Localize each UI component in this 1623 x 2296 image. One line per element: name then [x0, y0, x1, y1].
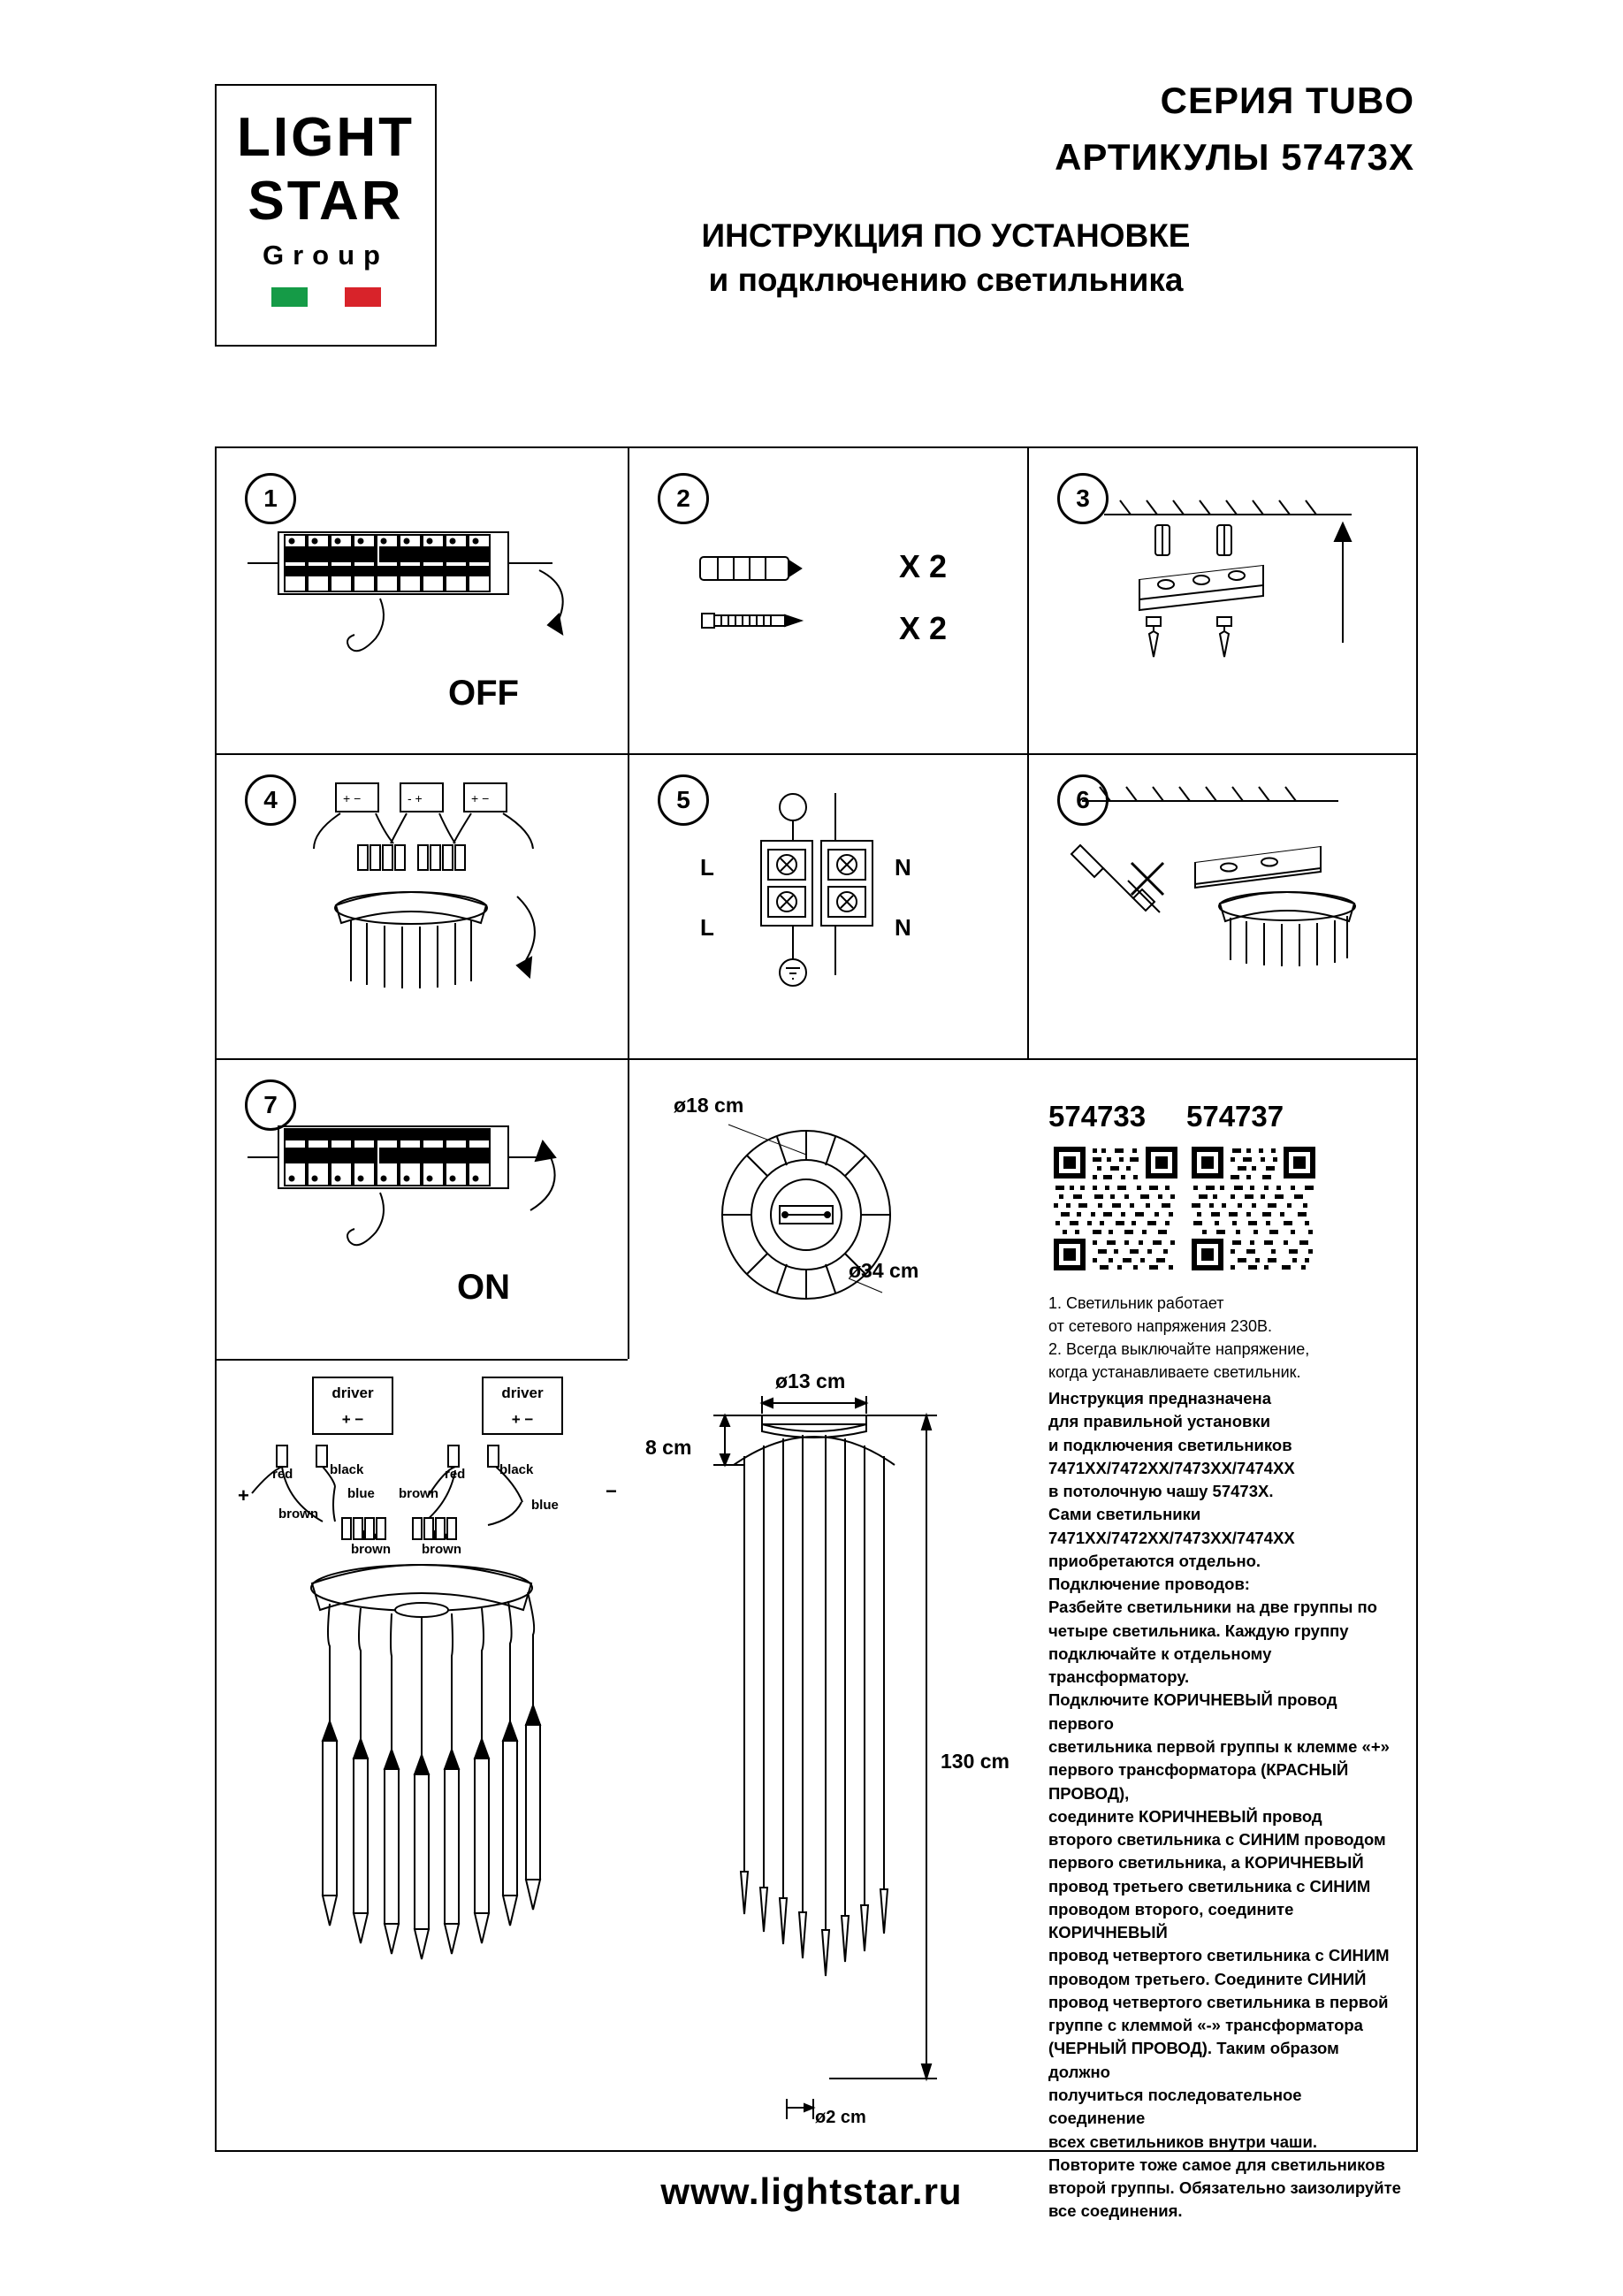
instruction-text-line-23: провод четвертого светильника в первой — [1048, 1992, 1389, 2011]
instruction-text-line-8: приобретаются отдельно. — [1048, 1551, 1261, 1570]
wire-label-blue-2: blue — [531, 1498, 559, 1513]
driver-2-terminals: + − — [482, 1407, 563, 1435]
breaker-on-illustration — [248, 1104, 601, 1325]
product-code-1: 574733 — [1048, 1100, 1147, 1133]
instruction-text-line-25: (ЧЕРНЫЙ ПРОВОД). Таким образом должно — [1048, 2039, 1339, 2081]
wire-label-brown-3: brown — [351, 1542, 391, 1557]
instruction-text-line-26: получиться последовательное соединение — [1048, 2085, 1302, 2128]
wire-label-brown-1: brown — [278, 1507, 318, 1522]
step-5-cell — [629, 755, 1027, 1058]
instruction-text-line-7: 7471XX/7472XX/7473XX/7474XX — [1048, 1528, 1295, 1547]
wire-label-brown-2: brown — [399, 1486, 438, 1501]
breaker-off-illustration — [248, 492, 601, 713]
step-2-cell — [629, 448, 1027, 753]
instruction-text-line-3: и подключения светильников — [1048, 1435, 1292, 1454]
dowel-screw-icons — [691, 541, 868, 674]
terminal-label-L-bottom: L — [700, 914, 714, 941]
instruction-text-line-13: Подключите КОРИЧНЕВЫЙ провод первого — [1048, 1690, 1337, 1733]
terminal-label-L-top: L — [700, 854, 714, 881]
instruction-text-line-15: первого трансформатора (КРАСНЫЙ ПРОВОД), — [1048, 1760, 1349, 1803]
instruction-text-line-21: провод четвертого светильника с СИНИМ — [1048, 1946, 1390, 1965]
instruction-text-line-11: четыре светильника. Каждую группу — [1048, 1621, 1349, 1640]
terminal-block-illustration — [722, 786, 952, 1025]
instruction-text-line-10: Разбейте светильники на две группы по — [1048, 1598, 1377, 1617]
step-3-number: 3 — [1057, 473, 1109, 524]
svg-text:+ −: + − — [471, 791, 490, 805]
instruction-text-line-4: 7471XX/7472XX/7473XX/7474XX — [1048, 1458, 1295, 1477]
instruction-text-line-12: подключайте к отдельному трансформатору. — [1048, 1644, 1272, 1687]
wire-label-black-1: black — [330, 1462, 364, 1477]
instruction-text-line-9: Подключение проводов: — [1048, 1575, 1250, 1594]
header-articles: АРТИКУЛЫ 57473X — [1055, 136, 1414, 178]
qr-code-574733[interactable] — [1048, 1141, 1183, 1276]
tube-diameter-label: ø2 cm — [815, 2108, 866, 2127]
instruction-text-line-6: Сами светильники — [1048, 1505, 1201, 1524]
step-4-number: 4 — [245, 774, 296, 826]
instruction-text-line-30: все соединения. — [1048, 2201, 1183, 2221]
instruction-text-line-29: второй группы. Обязательно заизолируйте — [1048, 2178, 1401, 2198]
qr-code-574737[interactable] — [1186, 1141, 1321, 1276]
note-line-1: 1. Светильник работает — [1048, 1294, 1224, 1312]
header-text-block — [477, 80, 1414, 302]
step-3-cell — [1029, 448, 1416, 753]
instruction-text-line-27: всех светильников внутри чаши. — [1048, 2132, 1317, 2151]
wire-label-blue-1: blue — [347, 1486, 375, 1501]
terminal-label-N-top: N — [895, 854, 911, 881]
logo-box — [215, 84, 437, 347]
instruction-text-line-16: соедините КОРИЧНЕВЫЙ провод — [1048, 1806, 1322, 1826]
step-5-number: 5 — [658, 774, 709, 826]
header-instruction-line-2: и подключению светильника — [708, 261, 1184, 298]
instruction-text-line-1: Инструкция предназначена — [1048, 1389, 1271, 1407]
wire-label-red-1: red — [272, 1467, 293, 1482]
footer-website[interactable]: www.lightstar.ru — [660, 2170, 963, 2212]
terminal-label-N-bottom: N — [895, 914, 911, 941]
total-length-label: 130 cm — [941, 1750, 1010, 1773]
instruction-text-line-18: первого светильника, а КОРИЧНЕВЫЙ — [1048, 1853, 1364, 1873]
elevation-drawing — [629, 1361, 1027, 2139]
instruction-text-line-17: второго светильника с СИНИМ проводом — [1048, 1830, 1386, 1850]
step-6-number: 6 — [1057, 774, 1109, 826]
wire-label-black-2: black — [499, 1462, 534, 1477]
note-line-3: 2. Всегда выключайте напряжение, — [1048, 1340, 1310, 1358]
instruction-text-line-28: Повторите тоже самое для светильников — [1048, 2155, 1385, 2174]
header-series: СЕРИЯ TUBO — [1160, 80, 1414, 121]
logo-line-2: STAR — [248, 171, 404, 232]
wire-label-minus: − — [606, 1480, 617, 1502]
instruction-text-line-14: светильника первой группы к клемме «+» — [1048, 1736, 1390, 1756]
svg-text:+ −: + − — [343, 791, 362, 805]
instruction-text-line-2: для правильной установки — [1048, 1412, 1270, 1431]
instruction-text-cell — [1029, 1361, 1416, 2221]
step-7-cell — [217, 1060, 628, 1359]
product-code-2: 574737 — [1186, 1100, 1284, 1133]
cup-height-label: 8 cm — [645, 1436, 692, 1459]
logo-line-3: Group — [263, 240, 389, 271]
svg-text:- +: - + — [408, 791, 423, 805]
qr-cell — [1029, 1060, 1416, 1381]
step-1-cell — [217, 448, 628, 753]
wiring-drawing — [217, 1361, 628, 2139]
step-4-cell — [217, 755, 628, 1058]
top-diameter-label: ø18 cm — [674, 1094, 744, 1117]
step-2-number: 2 — [658, 473, 709, 524]
note-line-4: когда устанавливаете светильник. — [1048, 1363, 1301, 1381]
instruction-text-line-19: провод третьего светильника с СИНИМ — [1048, 1876, 1371, 1896]
step-1-number: 1 — [245, 473, 296, 524]
instruction-text-line-24: группе с клеммой «-» трансформатора — [1048, 2016, 1363, 2035]
top-view-drawing — [674, 1109, 956, 1330]
step-7-label: ON — [457, 1268, 510, 1307]
instruction-text-line-22: проводом третьего. Соедините СИНИЙ — [1048, 1969, 1367, 1988]
bracket-mount-illustration — [1078, 488, 1413, 736]
step-1-label: OFF — [448, 674, 519, 713]
instruction-text-line-20: проводом второго, соедините КОРИЧНЕВЫЙ — [1048, 1899, 1294, 1942]
header-instruction-line-1: ИНСТРУКЦИЯ ПО УСТАНОВКЕ — [701, 217, 1191, 254]
step-2-screw-qty: X 2 — [899, 610, 948, 646]
wiring-diagram-cell — [217, 1361, 628, 2150]
step-6-cell — [1029, 755, 1416, 1058]
bracket-screwdriver-illustration — [1047, 782, 1400, 1047]
italy-flag-icon — [271, 287, 381, 307]
wiring-connection-illustration — [252, 764, 606, 1029]
step-7-number: 7 — [245, 1079, 296, 1131]
outer-diameter-label: ø34 cm — [849, 1259, 919, 1282]
wire-label-red-2: red — [445, 1467, 466, 1482]
instruction-text-line-5: в потолочную чашу 57473X. — [1048, 1482, 1274, 1501]
driver-1-label: driver — [312, 1377, 393, 1410]
note-line-2: от сетевого напряжения 230В. — [1048, 1317, 1272, 1335]
driver-2-label: driver — [482, 1377, 563, 1410]
step-2-dowel-qty: X 2 — [899, 548, 948, 584]
logo-line-1: LIGHT — [237, 107, 415, 168]
cup-diameter-label: ø13 cm — [775, 1369, 846, 1392]
wire-label-plus: + — [238, 1484, 249, 1507]
wire-label-brown-4: brown — [422, 1542, 461, 1557]
elevation-drawing-cell — [629, 1361, 1027, 2150]
driver-1-terminals: + − — [312, 1407, 393, 1435]
top-view-cell — [629, 1060, 1027, 1359]
